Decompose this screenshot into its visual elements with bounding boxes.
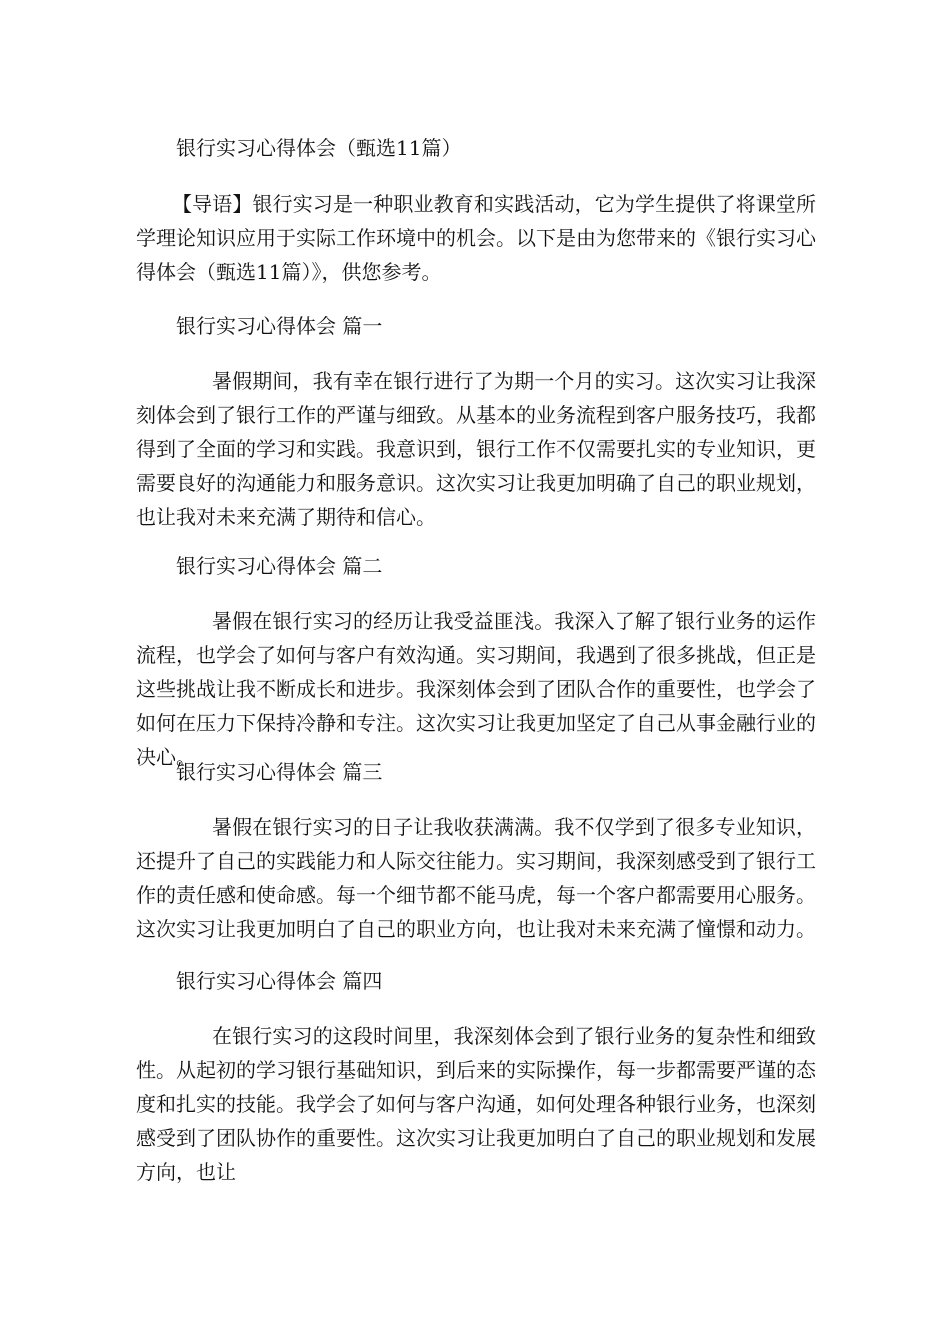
intro-paragraph: 【导语】银行实习是一种职业教育和实践活动，它为学生提供了将课堂所学理论知识应用于实际工作环境中的机会。以下是由为您带来的《银行实习心得体会（甄选11篇）》，供您参考。 — [136, 192, 816, 284]
section-body-2: 暑假在银行实习的经历让我受益匪浅。我深入了解了银行业务的运作流程，也学会了如何与客户有效沟通。实习期间，我遇到了很多挑战，但正是这些挑战让我不断成长和进步。我深刻体会到了团队合作的重要性，也学会了如何在压力下保持冷静和专注。这次实习让我更加坚定了自己从事金融行业的决心。 — [136, 609, 816, 769]
section-heading-2: 银行实习心得体会 篇二 — [176, 554, 383, 578]
section-heading-1: 银行实习心得体会 篇一 — [176, 314, 383, 338]
section-body-3: 暑假在银行实习的日子让我收获满满。我不仅学到了很多专业知识，还提升了自己的实践能力和人际交往能力。实习期间，我深刻感受到了银行工作的责任感和使命感。每一个细节都不能马虎，每一个客户都需要用心服务。这次实习让我更加明白了自己的职业方向，也让我对未来充满了憧憬和动力。 — [136, 815, 816, 941]
section-heading-3: 银行实习心得体会 篇三 — [176, 760, 383, 784]
section-heading-4: 银行实习心得体会 篇四 — [176, 969, 383, 993]
document-title: 银行实习心得体会（甄选11篇） — [176, 136, 462, 160]
section-body-4: 在银行实习的这段时间里，我深刻体会到了银行业务的复杂性和细致性。从起初的学习银行基础知识，到后来的实际操作，每一步都需要严谨的态度和扎实的技能。我学会了如何与客户沟通，如何处理各种银行业务，也深刻感受到了团队协作的重要性。这次实习让我更加明白了自己的职业规划和发展方向，也让 — [136, 1024, 816, 1184]
section-body-1: 暑假期间，我有幸在银行进行了为期一个月的实习。这次实习让我深刻体会到了银行工作的严谨与细致。从基本的业务流程到客户服务技巧，我都得到了全面的学习和实践。我意识到，银行工作不仅需要扎实的专业知识，更需要良好的沟通能力和服务意识。这次实习让我更加明确了自己的职业规划，也让我对未来充满了期待和信心。 — [136, 369, 816, 529]
